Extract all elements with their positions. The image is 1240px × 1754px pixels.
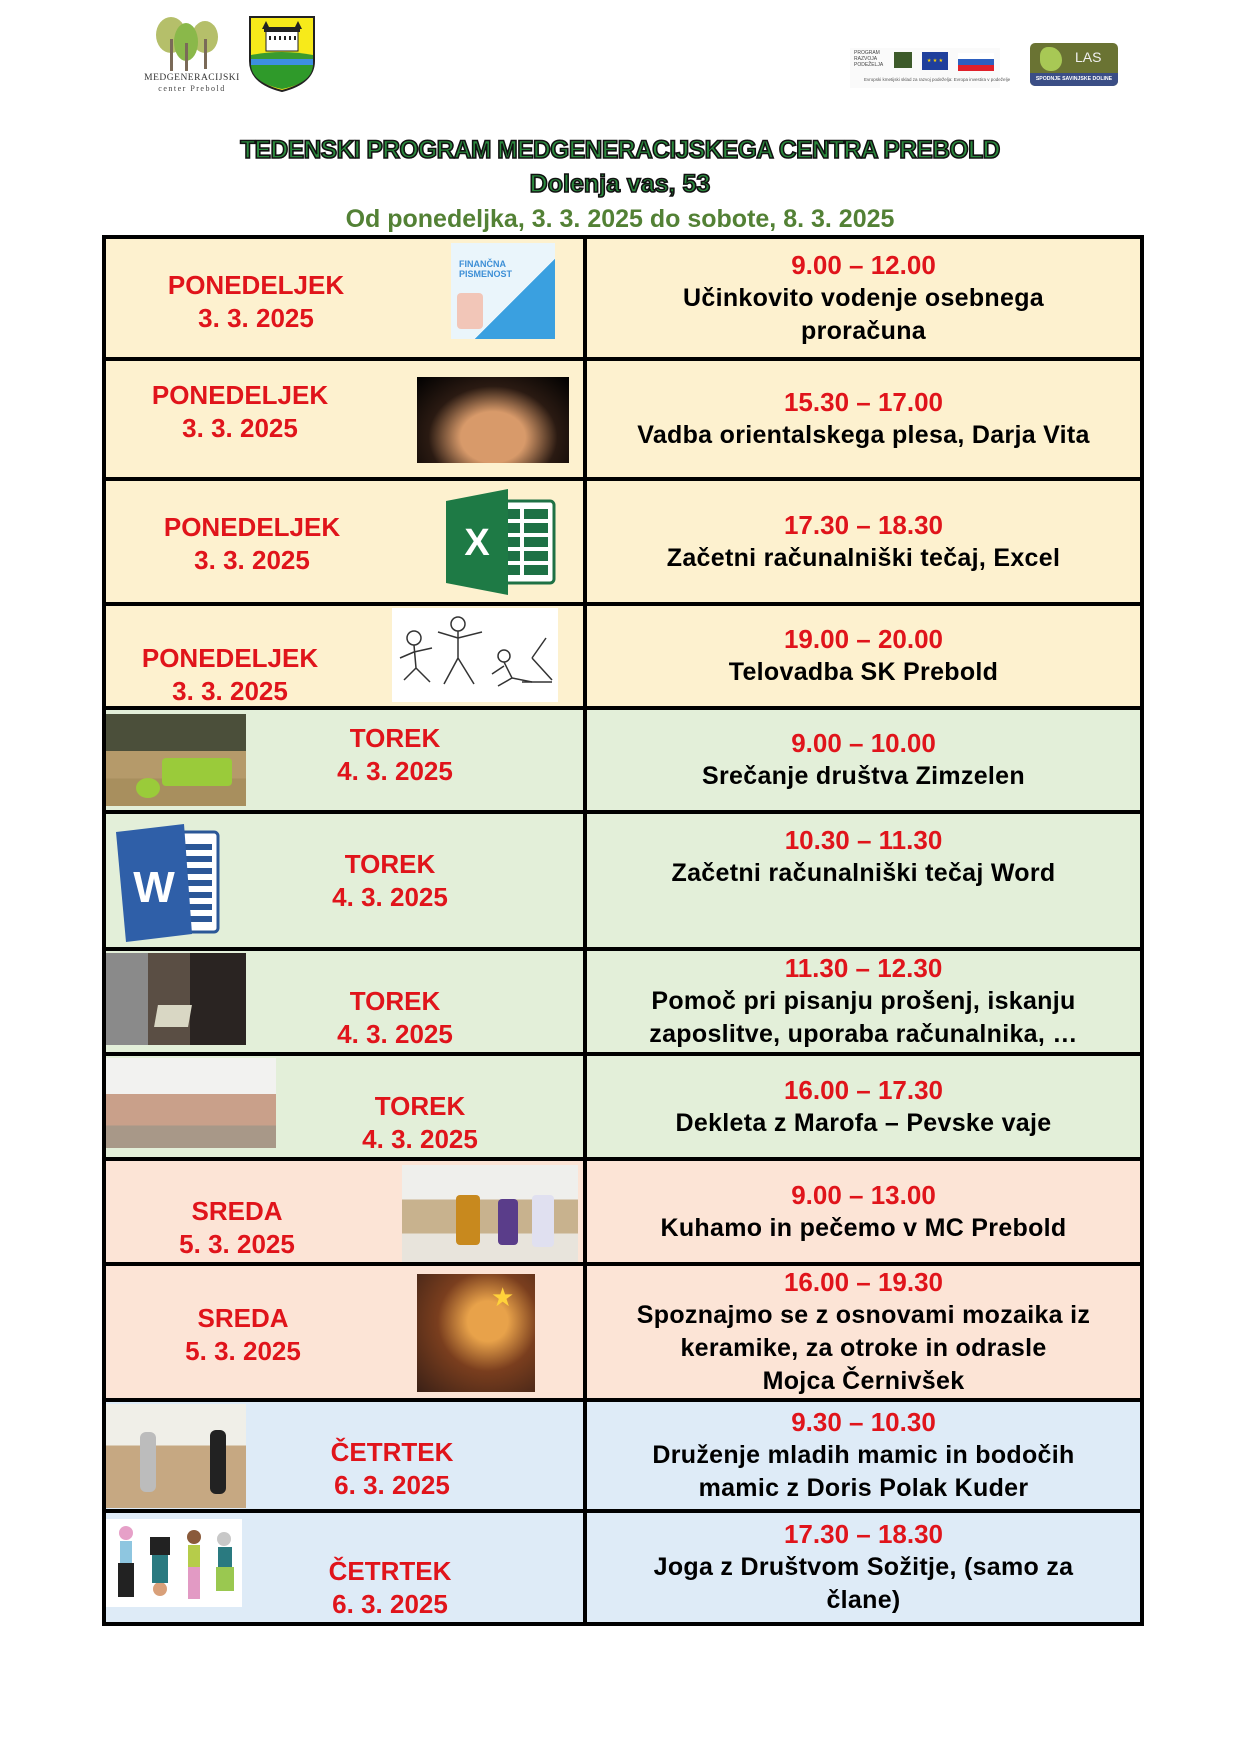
event-time: 16.00 – 17.30: [783, 1074, 944, 1105]
event-time: 9.00 – 10.00: [791, 728, 936, 758]
day-cell: [106, 361, 587, 477]
day-label: ČETRTEK 6. 3. 2025: [330, 1437, 454, 1500]
leaf-icon: [1040, 47, 1062, 71]
event-cell: [587, 1402, 1140, 1509]
schedule-row: [106, 477, 1140, 602]
day-cell: [106, 710, 587, 810]
logo-subtitle: center Prebold: [158, 84, 226, 93]
event-title: Začetni računalniški tečaj, Excel: [666, 543, 1061, 572]
event-cell: [587, 239, 1140, 357]
event-time: 17.30 – 18.30: [783, 1519, 944, 1549]
page-title: TEDENSKI PROGRAM MEDGENERACIJSKEGA CENTRA PREBOLD: [240, 136, 1000, 164]
prebold-coat-of-arms-icon: [248, 15, 316, 93]
svg-text:W: W: [133, 863, 175, 912]
day-label: TOREK 4. 3. 2025: [337, 723, 453, 786]
event-title: Joga z Društvom Sožitje, (samo za člane): [653, 1553, 1074, 1614]
partner-caption: Evropski kmetijski sklad za razvoj podeželja: Evropa investira v podeželje: [864, 77, 1011, 82]
day-label: TOREK 4. 3. 2025: [362, 1091, 478, 1154]
schedule-row: [106, 810, 1140, 947]
event-time: 16.00 – 19.30: [783, 1267, 944, 1297]
dance-performance-photo-icon: [417, 377, 569, 463]
slovenia-flag-icon: [958, 53, 994, 71]
schedule-row: [106, 1509, 1140, 1622]
day-cell: [106, 1056, 587, 1157]
event-title: Začetni računalniški tečaj Word: [671, 859, 1056, 887]
day-cell: [106, 239, 587, 357]
day-label: TOREK 4. 3. 2025: [332, 849, 448, 912]
event-time: 11.30 – 12.30: [784, 953, 943, 983]
event-title: Kuhamo in pečemo v MC Prebold: [660, 1213, 1067, 1242]
day-label: PONEDELJEK 3. 3. 2025: [163, 512, 341, 575]
event-title: Pomoč pri pisanju prošenj, iskanju zaposlitve, uporaba računalnika, …: [649, 987, 1078, 1048]
day-cell: [106, 814, 587, 947]
day-label: PONEDELJEK 3. 3. 2025: [151, 380, 329, 443]
day-cell: [106, 1161, 587, 1262]
event-cell: [587, 710, 1140, 810]
schedule-row: [106, 1157, 1140, 1262]
logo-name: MEDGENERACIJSKI: [144, 73, 240, 83]
rural-development-partner-logos: [850, 48, 1011, 88]
event-cell: [587, 481, 1140, 602]
storytelling-illustration-icon: ★: [417, 1274, 535, 1392]
event-cell: [587, 1513, 1140, 1622]
event-title: Spoznajmo se z osnovami mozaika iz keramike, za otroke in odrasle Mojca Černivšek: [636, 1301, 1091, 1395]
group-meeting-photo-icon: [106, 714, 246, 806]
event-time: 9.30 – 10.30: [791, 1407, 936, 1437]
event-title: Dekleta z Marofa – Pevske vaje: [675, 1108, 1052, 1137]
day-cell: [106, 606, 587, 706]
excel-logo-icon: [446, 489, 558, 595]
event-time: 17.30 – 18.30: [783, 509, 944, 540]
day-label: SREDA 5. 3. 2025: [185, 1303, 301, 1366]
exercise-sketch-icon: [392, 608, 558, 702]
yoga-illustration-icon: [106, 1519, 242, 1607]
address: Dolenja vas, 53: [529, 170, 711, 198]
event-cell: [587, 951, 1140, 1052]
event-time: 9.00 – 12.00: [791, 249, 936, 280]
medgeneracijski-center-logo: [142, 15, 242, 97]
day-cell: [106, 951, 587, 1052]
event-cell: [587, 1161, 1140, 1262]
choir-photo-icon: [106, 1058, 276, 1148]
date-range: Od ponedeljka, 3. 3. 2025 do sobote, 8. 3. 2025: [345, 205, 895, 233]
schedule-row: [106, 947, 1140, 1052]
event-time: 10.30 – 11.30: [784, 825, 943, 855]
day-cell: [106, 481, 587, 602]
svg-text:X: X: [464, 522, 490, 564]
day-label: SREDA 5. 3. 2025: [179, 1196, 295, 1259]
event-time: 9.00 – 13.00: [791, 1179, 936, 1210]
schedule-row: [106, 239, 1140, 357]
schedule-row: [106, 706, 1140, 810]
schedule-row: [106, 357, 1140, 477]
event-time: 19.00 – 20.00: [783, 624, 944, 654]
word-logo-icon: [116, 824, 228, 944]
laptop-photo-icon: [106, 953, 246, 1045]
event-time: 15.30 – 17.00: [783, 387, 944, 417]
day-cell: [106, 1266, 587, 1398]
event-cell: [587, 361, 1140, 477]
weekly-schedule-table: [102, 235, 1144, 1626]
trees-icon: [142, 15, 242, 71]
kitchen-photo-icon: [402, 1165, 578, 1263]
schedule-row: [106, 1052, 1140, 1157]
schedule-row: [106, 1262, 1140, 1398]
event-title: Telovadba SK Prebold: [728, 658, 999, 686]
day-cell: [106, 1402, 587, 1509]
schedule-row: [106, 1398, 1140, 1509]
event-title: Druženje mladih mamic in bodočih mamic z Doris Polak Kuder: [652, 1441, 1075, 1502]
event-title: Srečanje društva Zimzelen: [702, 762, 1025, 790]
event-cell: [587, 814, 1140, 947]
las-spodnje-savinjske-doline-logo: LAS SPODNJE SAVINJSKE DOLINE: [1030, 43, 1118, 86]
day-label: ČETRTEK 6. 3. 2025: [328, 1556, 452, 1619]
day-label: PONEDELJEK 3. 3. 2025: [167, 270, 345, 333]
day-label: PONEDELJEK 3. 3. 2025: [141, 643, 319, 706]
day-label: TOREK 4. 3. 2025: [337, 986, 453, 1049]
event-title: Vadba orientalskega plesa, Darja Vita: [637, 421, 1090, 449]
leader-logo-icon: [894, 52, 912, 68]
financna-pismenost-poster-icon: FINANČNA PISMENOST: [451, 243, 555, 339]
day-cell: [106, 1513, 587, 1622]
event-title: Učinkovito vodenje osebnega proračuna: [683, 283, 1044, 345]
mothers-group-photo-icon: [106, 1404, 246, 1508]
event-cell: [587, 606, 1140, 706]
eu-flag-icon: ★ ★ ★: [922, 52, 948, 70]
event-cell: [587, 1266, 1140, 1398]
program-razvoja-podezelja-logo: PROGRAM RAZVOJA PODEŽELJA: [854, 50, 884, 68]
schedule-row: [106, 602, 1140, 706]
event-cell: [587, 1056, 1140, 1157]
